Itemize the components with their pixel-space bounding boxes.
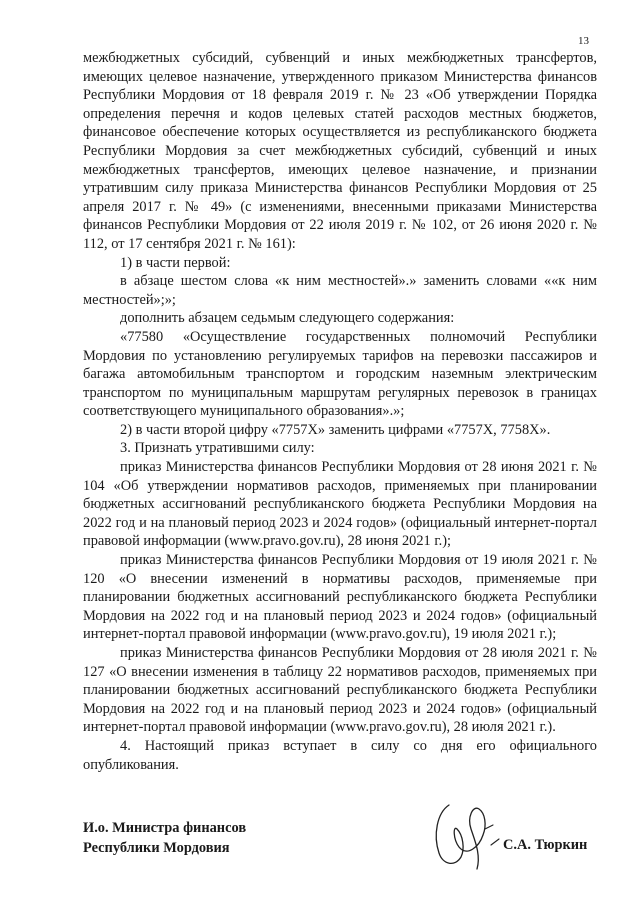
page-number: 13 [578,35,589,47]
paragraph: приказ Министерства финансов Республики Мордовия от 19 июля 2021 г. № 120 «О внесении изменений в нормативы расходов, применяемые при планировании бюджетных ассигнований республиканского бюджета Республики Мордовия на 2022 год и на плановый период 2023 и 2024 годов» (официальный интернет-портал правовой информации (www.pravo.gov.ru), 19 июля 2021 г.); [83,552,597,643]
paragraph: приказ Министерства финансов Республики Мордовия от 28 июля 2021 г. № 127 «О внесении изменения в таблицу 22 нормативов расходов, применяемых при планировании бюджетных ассигнований республиканского бюджета Республики Мордовия на 2022 год и на плановый период 2023 и 2024 годов» (официальный интернет-портал правовой информации (www.pravo.gov.ru), 28 июля 2021 г.). [83,645,597,736]
paragraph: в абзаце шестом слова «к ним местностей».» заменить словами ««к ним местностей»;»; [83,273,597,308]
paragraph: приказ Министерства финансов Республики Мордовия от 28 июня 2021 г. № 104 «Об утверждении нормативов расходов, применяемых при планировании бюджетных ассигнований республиканского бюджета Республики Мордовия на 2022 год и на плановый период 2023 и 2024 годов» (официальный интернет-портал правовой информации (www.pravo.gov.ru), 28 июня 2021 г.); [83,459,597,550]
paragraph: 2) в части второй цифру «7757Х» заменить цифрами «7757Х, 7758Х». [120,421,551,438]
signatory-title-line: И.о. Министра финансов [83,820,247,836]
handwritten-signature [427,795,517,875]
signatory-name: С.А. Тюркин [503,837,588,853]
paragraph: 1) в части первой: [120,254,231,271]
signatory-title-line: Республики Мордовия [83,840,230,856]
document-body [83,49,597,774]
paragraph: межбюджетных субсидий, субвенций и иных межбюджетных трансфертов, имеющих целевое назначение, утвержденного приказом Министерства финансов Республики Мордовия от 18 февраля 2019 г. № 23 «Об утверждении Порядка определения перечня и кодов целевых статей расходов местных бюджетов, финансовое обеспечение которых осуществляется из республиканского бюджета Республики Мордовия за счет межбюджетных субсидий, субвенций и иных межбюджетных трансфертов, имеющих целевое назначение, и признании утратившим силу приказа Министерства финансов Республики Мордовия от 25 апреля 2017 г. № 49» (с изменениями, внесенными приказами Министерства финансов Республики Мордовия от 22 июля 2019 г. № 102, от 26 июня 2020 г. № 112, от 17 сентября 2021 г. № 161): [83,50,597,252]
paragraph: дополнить абзацем седьмым следующего содержания: [120,310,455,327]
paragraph: 4. Настоящий приказ вступает в силу со дня его официального опубликования. [83,737,597,773]
signatory-title [83,818,246,858]
paragraph: 3. Признать утратившими силу: [120,440,315,457]
paragraph: «77580 «Осуществление государственных полномочий Республики Мордовия по установлению регулируемых тарифов на перевозки пассажиров и багажа автомобильным транспортом и городским наземным электрическим транспортом по муниципальным маршрутам регулярных перевозок в границах соответствующего муниципального образования».»; [83,328,597,420]
